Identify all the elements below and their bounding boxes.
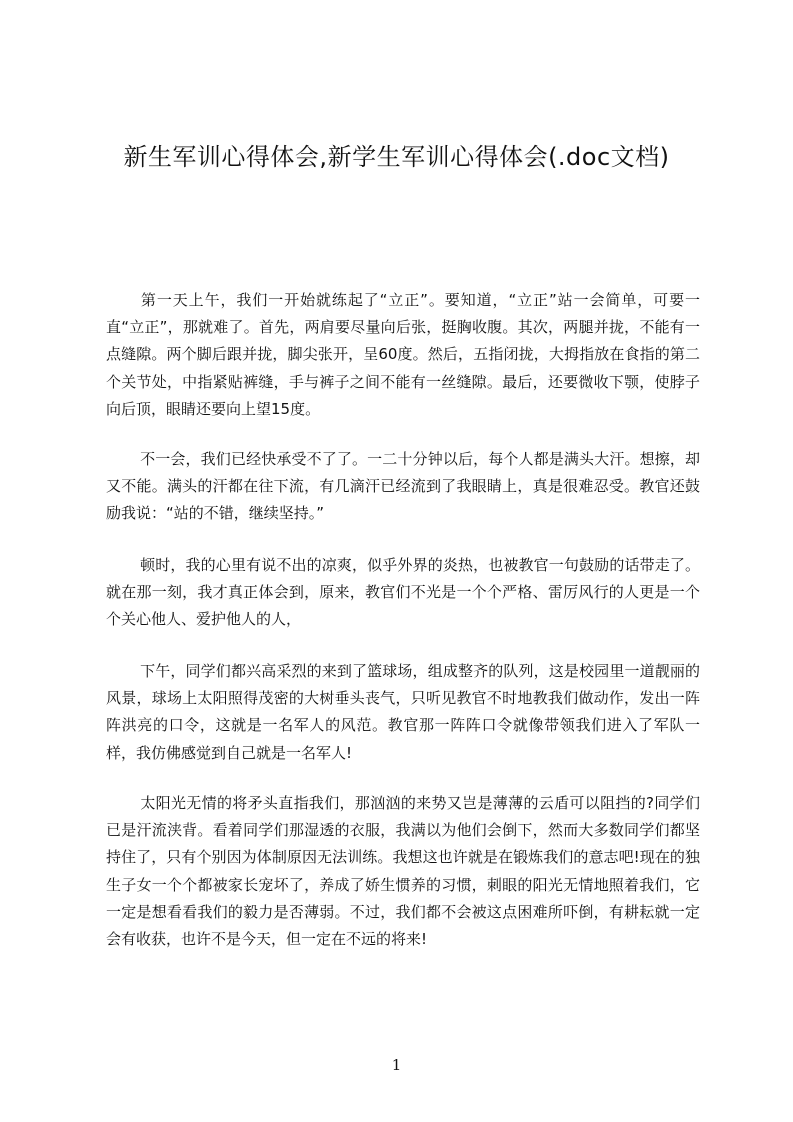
paragraph (106, 446, 700, 528)
paragraph-text: 顿时，我的心里有说不出的凉爽，似乎外界的炎热，也被教官一句鼓励的话带走了。就在那一刻，我才真正体会到，原来，教官们不光是一个个严格、雷厉风行的人更是一个个关心他人、爱护他人的人， (106, 556, 700, 629)
paragraph (106, 287, 700, 423)
paragraph-text: 第一天上午，我们一开始就练起了“立正”。要知道，“立正”站一会简单，可要一直“立正”，那就难了。首先，两肩要尽量向后张，挺胸收腹。其次，两腿并拢，不能有一点缝隙。两个脚后跟并拢，脚尖张开，呈60度。然后，五指闭拢，大拇指放在食指的第二个关节处，中指紧贴裤缝，手与裤子之间不能有一丝缝隙。最后，还要微收下颚，使脖子向后顶，眼睛还要向上望15度。 (106, 291, 700, 418)
paragraph (106, 658, 700, 767)
paragraph (106, 790, 700, 953)
paragraph-text: 太阳光无情的将矛头直指我们，那汹汹的来势又岂是薄薄的云盾可以阻挡的?同学们已是汗流浃背。看着同学们那湿透的衣服，我满以为他们会倒下，然而大多数同学们都坚持住了，只有个别因为体制原因无法训练。我想这也许就是在锻炼我们的意志吧!现在的独生子女一个个都被家长宠坏了，养成了娇生惯养的习惯，刺眼的阳光无情地照着我们，它一定是想看看我们的毅力是否薄弱。不过，我们都不会被这点困难所吓倒，有耕耘就一定会有收获，也许不是今天，但一定在不远的将来! (106, 794, 700, 949)
paragraph (106, 552, 700, 634)
paragraph-text: 不一会，我们已经快承受不了了。一二十分钟以后，每个人都是满头大汗。想擦，却又不能。满头的汗都在往下流，有几滴汗已经流到了我眼睛上，真是很难忍受。教官还鼓励我说：“站的不错，继续坚持。” (106, 450, 700, 523)
page-number: 1 (391, 1056, 402, 1074)
paragraph-text: 下午，同学们都兴高采烈的来到了篮球场，组成整齐的队列，这是校园里一道靓丽的风景，球场上太阳照得茂密的大树垂头丧气，只听见教官不时地教我们做动作，发出一阵阵洪亮的口令，这就是一名军人的风范。教官那一阵阵口令就像带领我们进入了军队一样，我仿佛感觉到自己就是一名军人! (106, 662, 700, 762)
document-title: 新生军训心得体会,新学生军训心得体会(.doc文档) (123, 143, 670, 171)
